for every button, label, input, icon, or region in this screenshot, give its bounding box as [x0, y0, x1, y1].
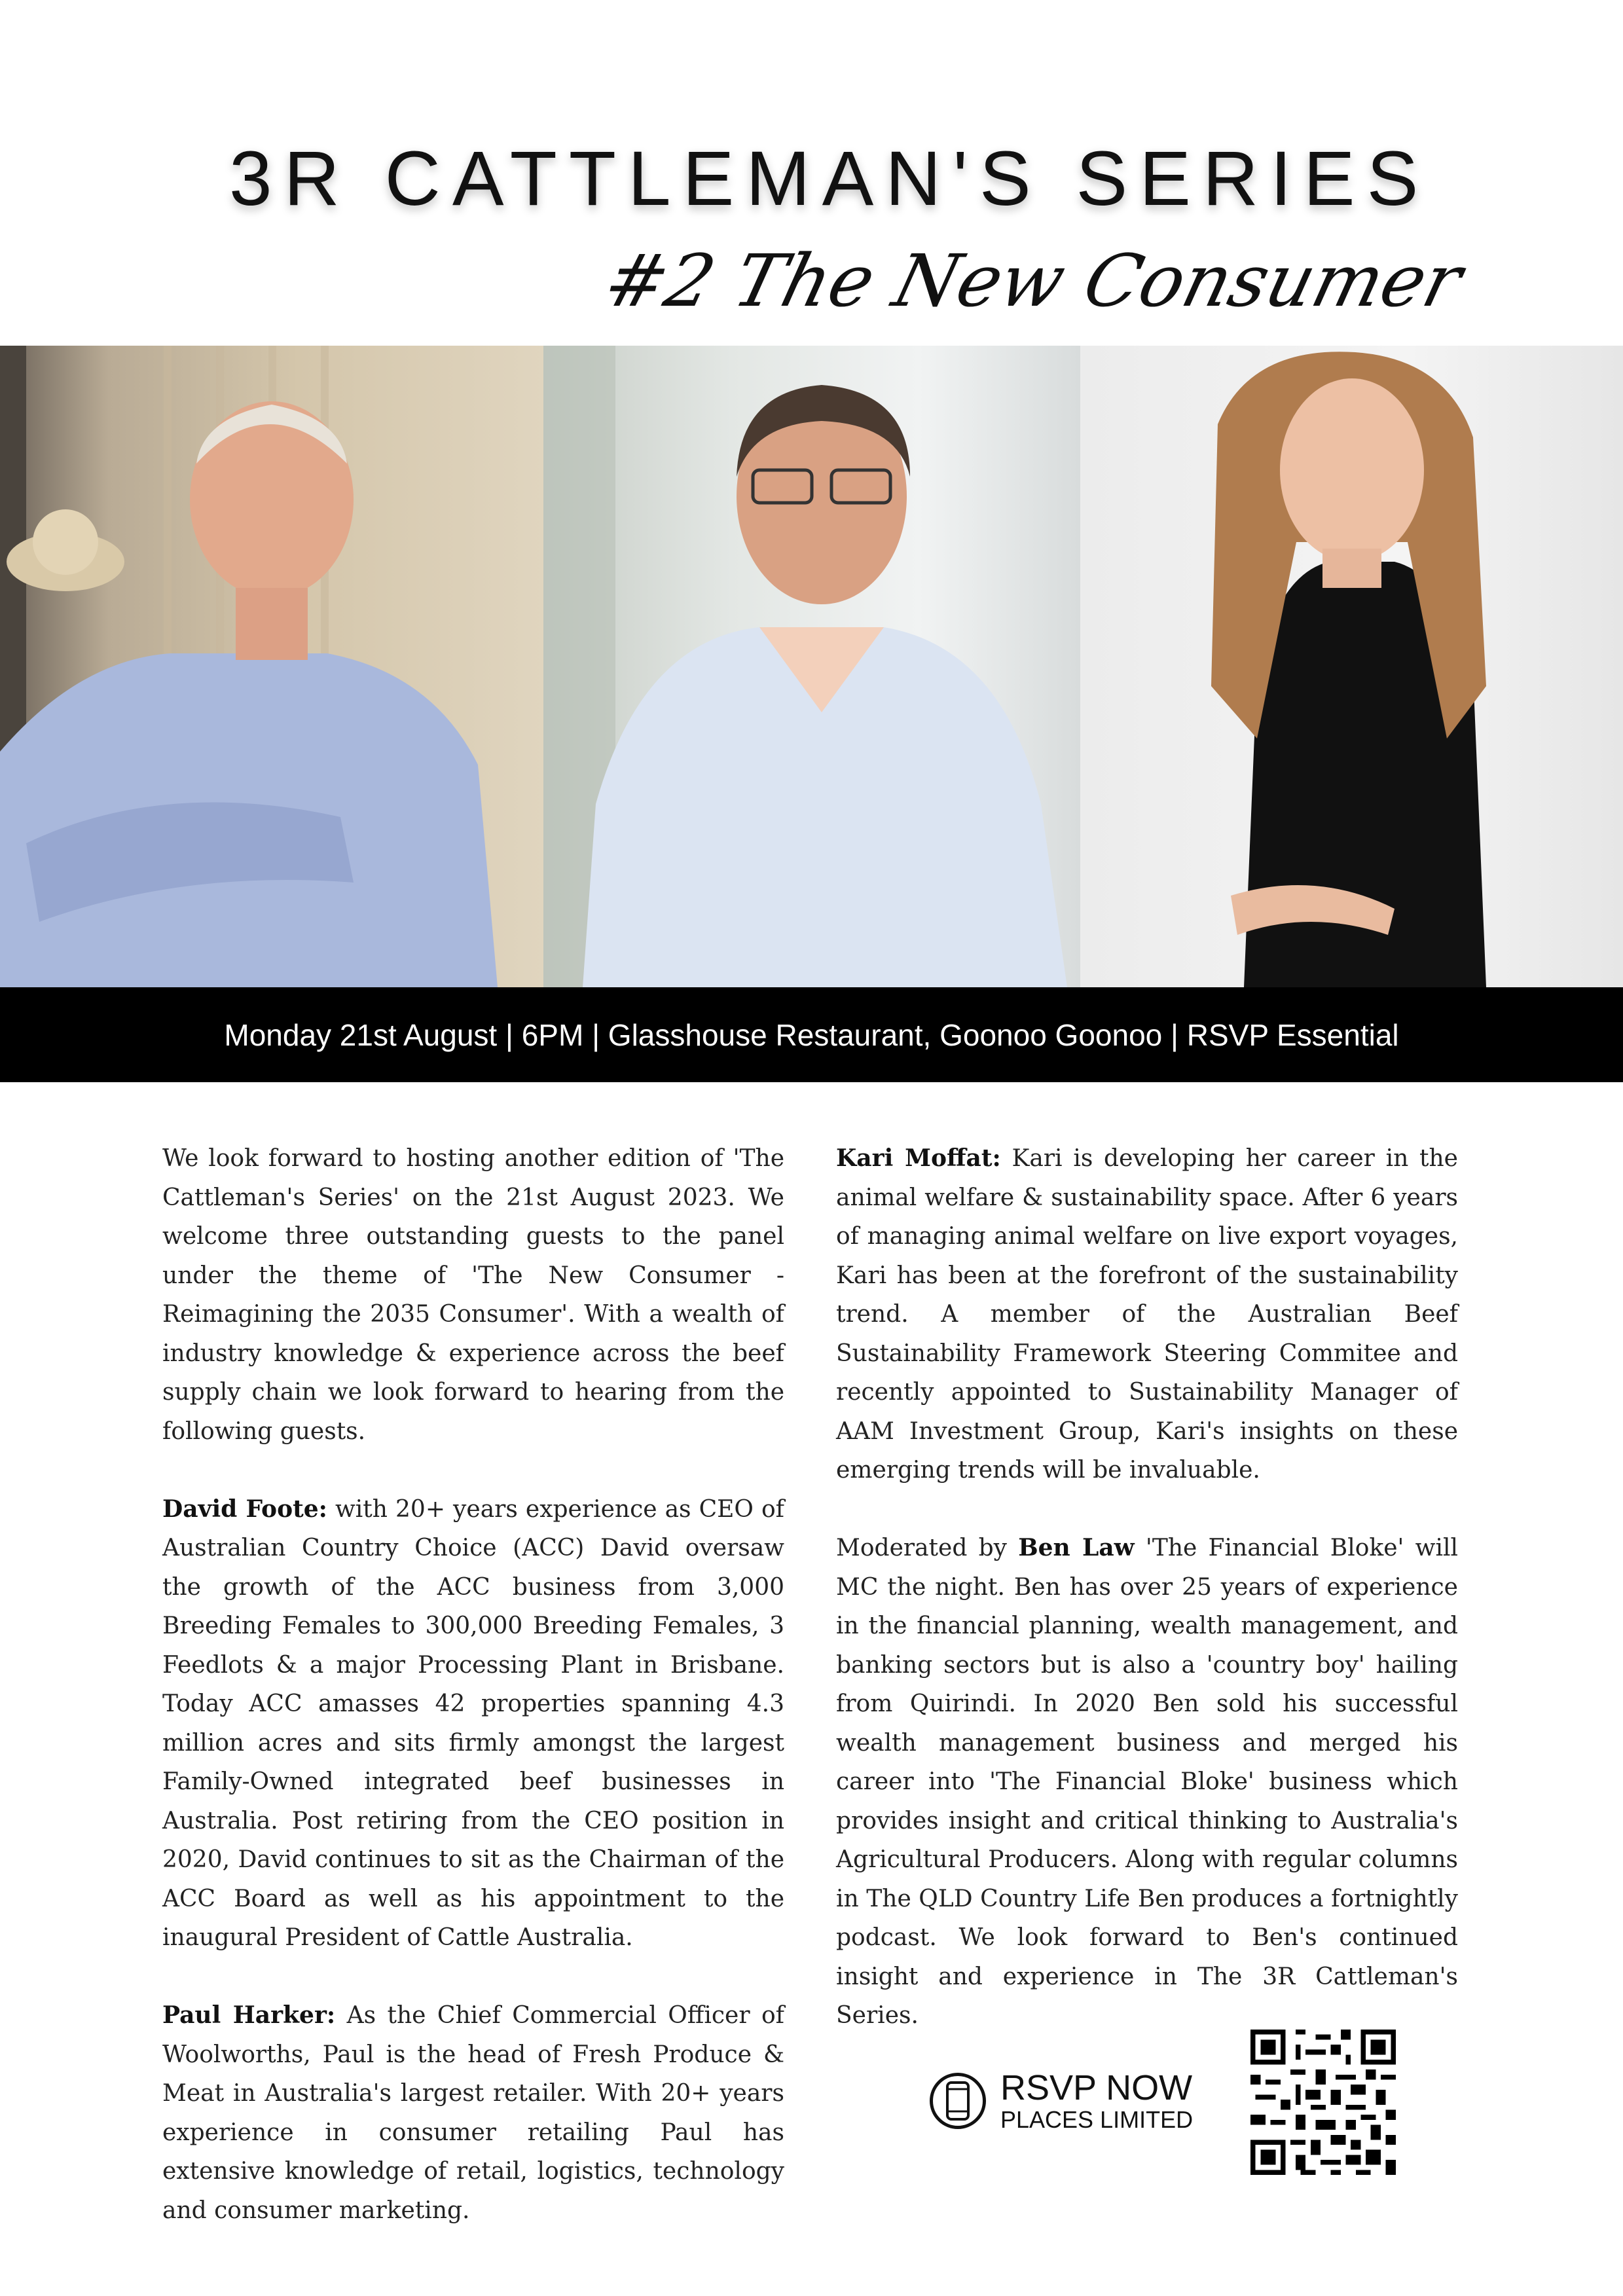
kari-moffat-name: Kari Moffat:	[836, 1144, 1001, 1172]
event-details-band: Monday 21st August | 6PM | Glasshouse Restaurant, Goonoo Goonoo | RSVP Essential	[0, 987, 1623, 1082]
phone-icon	[930, 2073, 986, 2129]
david-foote-name: David Foote:	[162, 1495, 327, 1523]
kari-moffat-bio: Kari is developing her career in the animal welfare & sustainability space. After 6 years of managing animal welfare on live export voyages, Kari has been at the forefront of the sustainability trend. A member of the Australian Beef Sustainability Framework Steering Commitee and recently appointed to Sustainability Manager of AAM Investment Group, Kari's insights on these emerging trends will be invaluable.	[836, 1145, 1458, 1484]
page-title: 3R CATTLEMAN'S SERIES	[229, 136, 1431, 222]
moderated-by-text: Moderated by	[836, 1535, 1019, 1561]
guest-photo-kari-moffat	[1080, 346, 1623, 987]
paul-harker-paragraph	[162, 1996, 784, 2230]
places-limited-label: PLACES LIMITED	[1000, 2106, 1194, 2133]
qr-code-icon[interactable]	[1250, 2030, 1396, 2175]
ben-law-bio: 'The Financial Bloke' will MC the night. Ben has over 25 years of experience in the financial planning, wealth management, and banking sectors but is also a 'country boy' hailing from Quirindi. In 2020 Ben sold his successful wealth management business and merged his career into 'The Financial Bloke' business which provides insight and critical thinking to Australia's Agricultural Producers. Along with regular columns in The QLD Country Life Ben produces a fortnightly podcast. We look forward to Ben's continued insight and experience in The 3R Cattleman's Series.	[836, 1535, 1458, 2029]
ben-law-paragraph	[836, 1529, 1458, 2035]
paul-harker-bio: As the Chief Commercial Officer of Woolworths, Paul is the head of Fresh Produce & Meat in Australia's largest retailer. With 20+ years experience in consumer retailing Paul has extensive knowledge of retail, logistics, technology and consumer marketing.	[162, 2002, 784, 2224]
intro-paragraph: We look forward to hosting another edition of 'The Cattleman's Series' on the 21st August 2023. We welcome three outstanding guests to the panel under the theme of 'The New Consumer - Reimagining the 2035 Consumer'. With a wealth of industry knowledge & experience across the beef supply chain we look forward to hearing from the following guests.	[162, 1145, 784, 1445]
paul-harker-name: Paul Harker:	[162, 2001, 336, 2029]
guest-photos	[0, 346, 1623, 987]
david-foote-paragraph	[162, 1490, 784, 1958]
rsvp-text	[1000, 2069, 1193, 2133]
page-subtitle: #2 The New Consumer	[596, 239, 1470, 323]
left-column	[162, 1139, 784, 2269]
rsvp-now-label: RSVP NOW	[1000, 2068, 1193, 2107]
guest-photo-paul-harker	[543, 346, 1080, 987]
ben-law-name: Ben Law	[1018, 1534, 1135, 1561]
david-foote-bio: with 20+ years experience as CEO of Australian Country Choice (ACC) David oversaw the growth of the ACC business from 3,000 Breeding Females to 300,000 Breeding Females, 3 Feedlots & a major Processing Plant in Brisbane. Today ACC amasses 42 properties spanning 4.3 million acres and sits firmly amongst the largest Family-Owned integrated beef businesses in Australia. Post retiring from the CEO position in 2020, David continues to sit as the Chairman of the ACC Board as well as his appointment to the inaugural President of Cattle Australia.	[162, 1495, 784, 1951]
right-column	[836, 1139, 1458, 2074]
guest-photo-david-foote	[0, 346, 543, 987]
rsvp-block[interactable]	[930, 2069, 1193, 2133]
kari-moffat-paragraph	[836, 1139, 1458, 1490]
